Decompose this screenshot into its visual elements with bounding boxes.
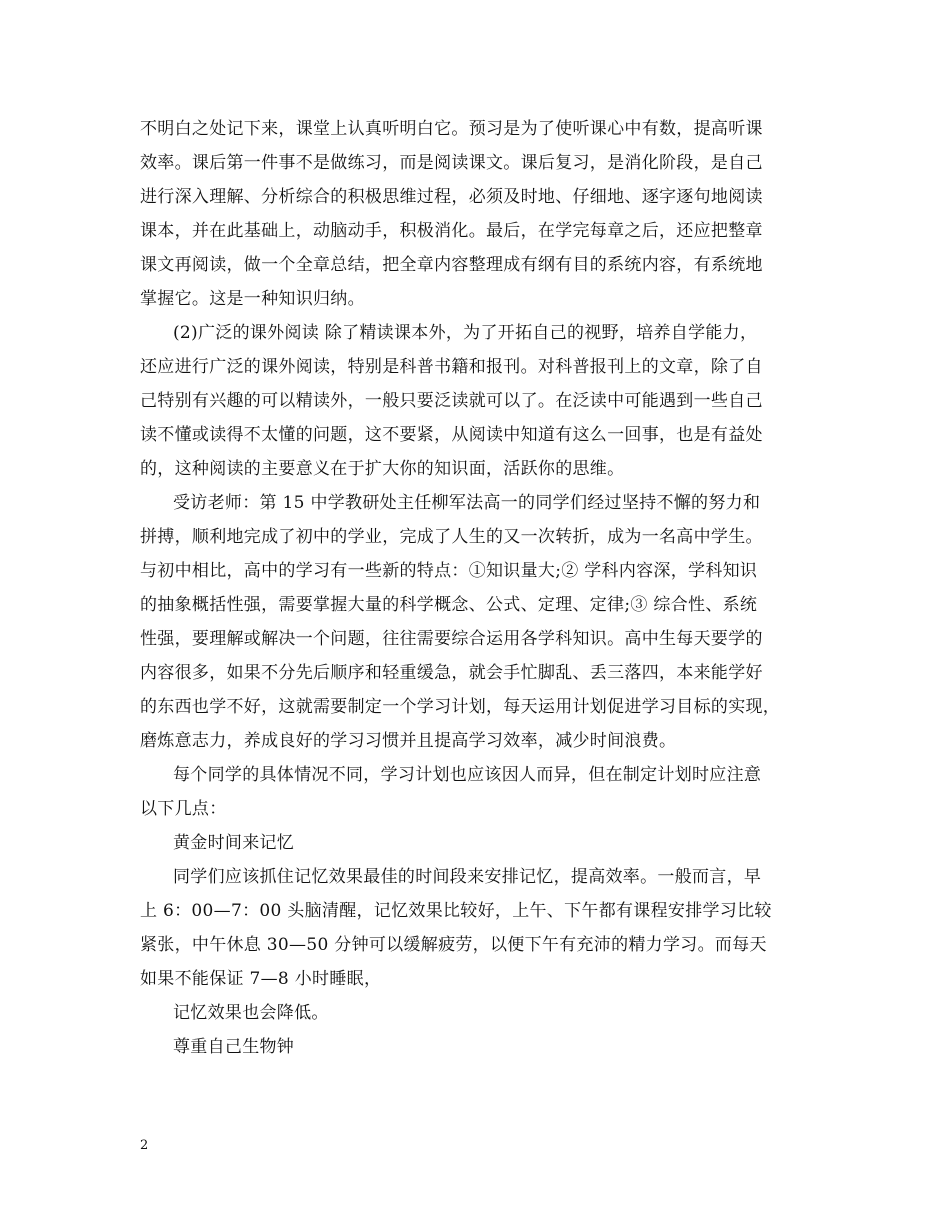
text-line: 效率。课后第一件事不是做练习，而是阅读课文。课后复习，是消化阶段，是自己 [140, 153, 763, 173]
text-line: 性强，要理解或解决一个问题，往往需要综合运用各学科知识。高中生每天要学的 [140, 629, 763, 649]
text-line: 拼搏，顺利地完成了初中的学业，完成了人生的又一次转折，成为一名高中学生。 [140, 527, 763, 547]
text-line: 掌握它。这是一种知识归纳。 [140, 289, 365, 309]
text-line: 与初中相比，高中的学习有一些新的特点：①知识量大;② 学科内容深，学科知识 [140, 561, 758, 581]
text-line: 的抽象概括性强，需要掌握大量的科学概念、公式、定理、定律;③ 综合性、系统 [140, 595, 758, 615]
text-line: 磨炼意志力，养成良好的学习习惯并且提高学习效率，减少时间浪费。 [140, 731, 677, 751]
text-line: 还应进行广泛的课外阅读，特别是科普书籍和报刊。对科普报刊上的文章，除了自 [140, 357, 763, 377]
paragraph-start-line: 每个同学的具体情况不同，学习计划也应该因人而异，但在制定计划时应注意 [173, 765, 762, 785]
page-number: 2 [140, 1138, 149, 1153]
text-line: 不明白之处记下来，课堂上认真听明白它。预习是为了使听课心中有数，提高听课 [140, 119, 763, 139]
text-line: 的，这种阅读的主要意义在于扩大你的知识面，活跃你的思维。 [140, 459, 625, 479]
text-line: 课文再阅读，做一个全章总结，把全章内容整理成有纲有目的系统内容，有系统地 [140, 255, 763, 275]
text-line: 的东西也学不好，这就需要制定一个学习计划，每天运用计划促进学习目标的实现， [140, 697, 781, 717]
text-line: 读不懂或读得不太懂的问题，这不要紧，从阅读中知道有这么一回事，也是有益处 [140, 425, 763, 445]
section-heading: 黄金时间来记忆 [173, 833, 295, 853]
section-heading: 尊重自己生物钟 [173, 1037, 295, 1057]
paragraph-start-line: (2)广泛的课外阅读 除了精读课本外，为了开拓自己的视野，培养自学能力， [173, 323, 758, 343]
text-line: 内容很多，如果不分先后顺序和轻重缓急，就会手忙脚乱、丢三落四，本来能学好 [140, 663, 763, 683]
text-line: 如果不能保证 7—8 小时睡眠， [140, 969, 382, 989]
paragraph-start-line: 同学们应该抓住记忆效果最佳的时间段来安排记忆，提高效率。一般而言，早 [173, 867, 762, 887]
text-line: 课本，并在此基础上，动脑动手，积极消化。最后，在学完每章之后，还应把整章 [140, 221, 763, 241]
text-line: 紧张，中午休息 30—50 分钟可以缓解疲劳，以便下午有充沛的精力学习。而每天 [140, 935, 767, 955]
paragraph-start-line: 受访老师：第 15 中学教研处主任柳军法高一的同学们经过坚持不懈的努力和 [173, 493, 761, 513]
paragraph-start-line: 记忆效果也会降低。 [173, 1003, 329, 1023]
text-line: 以下几点： [140, 799, 227, 819]
text-line: 进行深入理解、分析综合的积极思维过程，必须及时地、仔细地、逐字逐句地阅读 [140, 187, 763, 207]
text-line: 己特别有兴趣的可以精读外，一般只要泛读就可以了。在泛读中可能遇到一些自己 [140, 391, 763, 411]
text-line: 上 6：00—7：00 头脑清醒，记忆效果比较好，上午、下午都有课程安排学习比较 [140, 901, 772, 921]
